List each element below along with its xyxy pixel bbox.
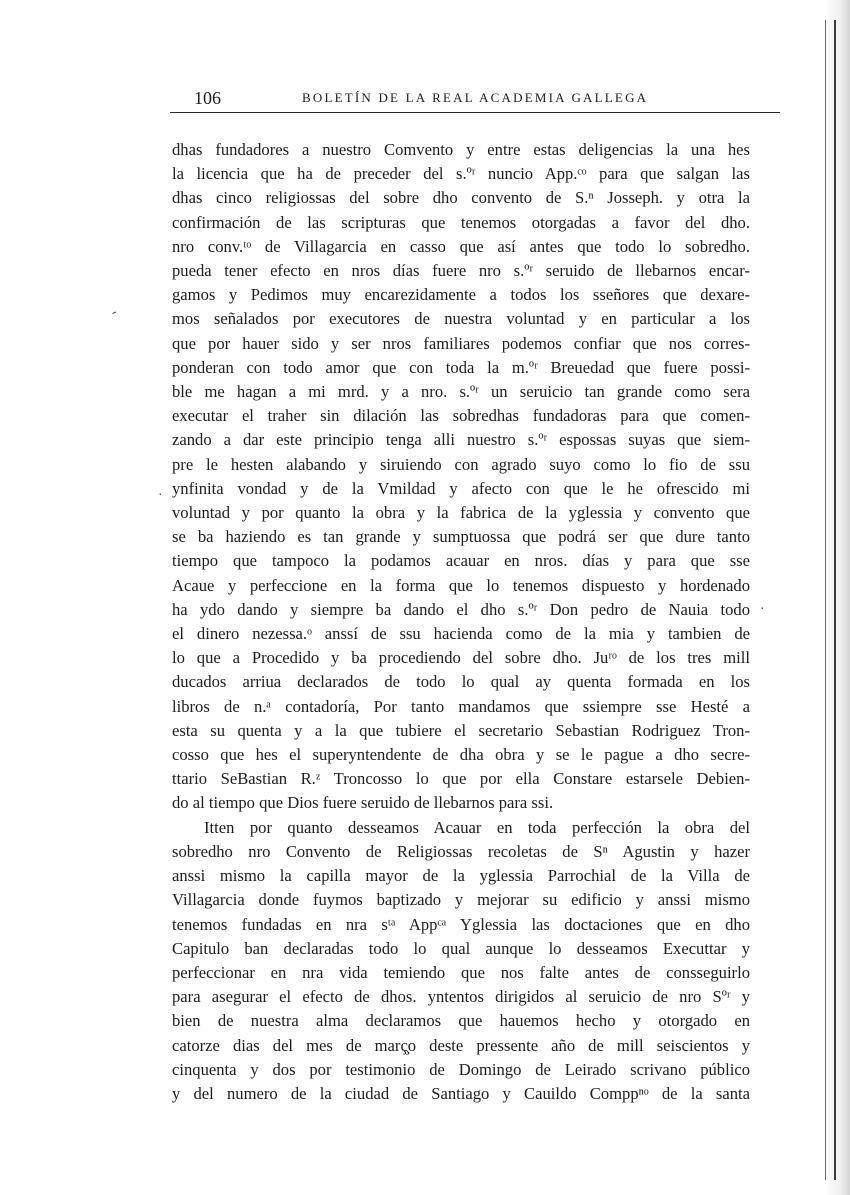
text-line: ttario SeBastian R.ᶻ Troncosso lo que por ella Constare estarsele Debien- [172,769,750,789]
text-line: pre le hesten alabando y siruiendo con agrado suyo como lo fio de ssu [172,454,750,474]
text-line: y del numero de la ciudad de Santiago y Cauildo Comppⁿᵒ de la santa [172,1083,750,1103]
page-number: 106 [194,88,221,108]
text-line: ducados arriua declarados de todo lo qual ay quenta formada en los [172,672,750,692]
text-line: ble me hagan a mi mrd. y a nro. s.ºʳ un seruicio tan grande como sera [172,382,750,402]
text-line: dhas fundadores a nuestro Comvento y entre estas deligencias la una hes [172,140,750,159]
text-line: gamos y Pedimos muy encarezidamente a todos los sseñores que dexare- [172,285,750,305]
text-line: ponderan con todo amor que con toda la m.ºʳ Breuedad que fuere possi- [172,357,750,377]
text-line: do al tiempo que Dios fuere seruido de llebarnos para ssi. [172,793,554,813]
page-header [170,88,780,113]
paragraph-2 [172,816,750,1106]
text-line: Capitulo ban declaradas todo lo qual aunque lo desseamos Executtar y [172,938,750,958]
text-line: confirmación de las scripturas que tenemos otorgadas a favor del dho. [172,212,750,232]
running-head: BOLETÍN DE LA REAL ACADEMIA GALLEGA [302,90,649,105]
text-line: que por hauer sido y ser nros familiares podemos confiar que nos corres- [172,333,750,353]
text-line: perfeccionar en nra vida temiendo que nos falte antes de consseguirlo [172,962,750,982]
text-line: anssi mismo la capilla mayor de la yglessia Parrochial de la Villa de [172,866,750,886]
text-line: Villagarcia donde fuymos baptizado y mejorar su edificio y anssi mismo [172,890,750,910]
text-line: para asegurar el efecto de dhos. yntentos dirigidos al seruicio de nro Sºʳ y [172,987,750,1007]
page-edge-shadow [824,0,850,1195]
text-line: voluntad y por quanto la obra y la fabrica de la yglessia y convento que [172,503,750,523]
paragraph-1 [172,138,750,816]
text-line: tenemos fundadas en nra sᵗᵃ Appᶜᵃ Yglessia las doctaciones que en dho [172,914,750,934]
text-line: libros de n.ᵃ contadoría, Por tanto mandamos que ssiempre sse Hesté a [172,696,750,716]
text-line: el dinero nezessa.ᵒ anssí de ssu hacienda como de la mia y tambien de [172,624,750,644]
text-line: cinquenta y dos por testimonio de Domingo de Leirado scrivano público [172,1059,750,1079]
text-line: ynfinita vondad y de la Vmildad y afecto con que le he ofrescido mi [172,478,750,498]
margin-dot-mark: · [760,602,765,617]
text-line: se ba haziendo es tan grande y sumptuossa que podrá ser que dure tanto [172,527,750,547]
text-line: Acaue y perfeccione en la forma que lo tenemos dispuesto y hordenado [172,575,750,595]
text-line: mos señalados por executores de nuestra voluntad y en particular a los [172,309,750,329]
margin-dot-mark: · [158,488,163,503]
text-line: la licencia que ha de preceder del s.ºʳ nuncio App.ᶜᵒ para que salgan las [172,164,750,184]
text-line: zando a dar este principio tenga alli nuestro s.ºʳ espossas suyas que siem- [172,430,750,450]
text-line: dhas cinco religiossas del sobre dho convento de S.ⁿ Josseph. y otra la [172,188,750,208]
text-line: cosso que hes el superyntendente de dha obra y se le pague a dho secre- [172,745,750,765]
text-line: catorze dias del mes de març̧o deste pressente año de mill seiscientos y [172,1035,750,1055]
text-line: sobredho nro Convento de Religiossas recoletas de Sⁿ Agustin y hazer [172,841,750,861]
text-line: esta su quenta y a la que tubiere el secretario Sebastian Rodriguez Tron- [172,720,750,740]
text-line: tiempo que tampoco la podamos acauar en nros. días y para que sse [172,551,750,571]
page-edge-line [834,20,836,1180]
text-line: pueda tener efecto en nros días fuere nro s.ºʳ seruido de llebarnos encar- [172,261,750,281]
text-line: nro conv.ᵗᵒ de Villagarcia en casso que así antes que todo lo sobredho. [172,236,750,256]
text-line: bien de nuestra alma declaramos que hauemos hecho y otorgado en [172,1011,750,1031]
text-line: executar el traher sin dilación las sobredhas fundadoras para que comen- [172,406,750,426]
text-line: ha ydo dando y siempre ba dando el dho s.ºʳ Don pedro de Nauia todo [172,599,750,619]
text-line: lo que a Procedido y ba procediendo del sobre dho. Juʳᵒ de los tres mill [172,648,750,668]
text-line: Itten por quanto desseamos Acauar en toda perfección la obra del [204,817,750,837]
page-edge-line [825,20,826,1180]
body-text [172,138,750,1106]
margin-dash-mark: - [108,304,120,321]
